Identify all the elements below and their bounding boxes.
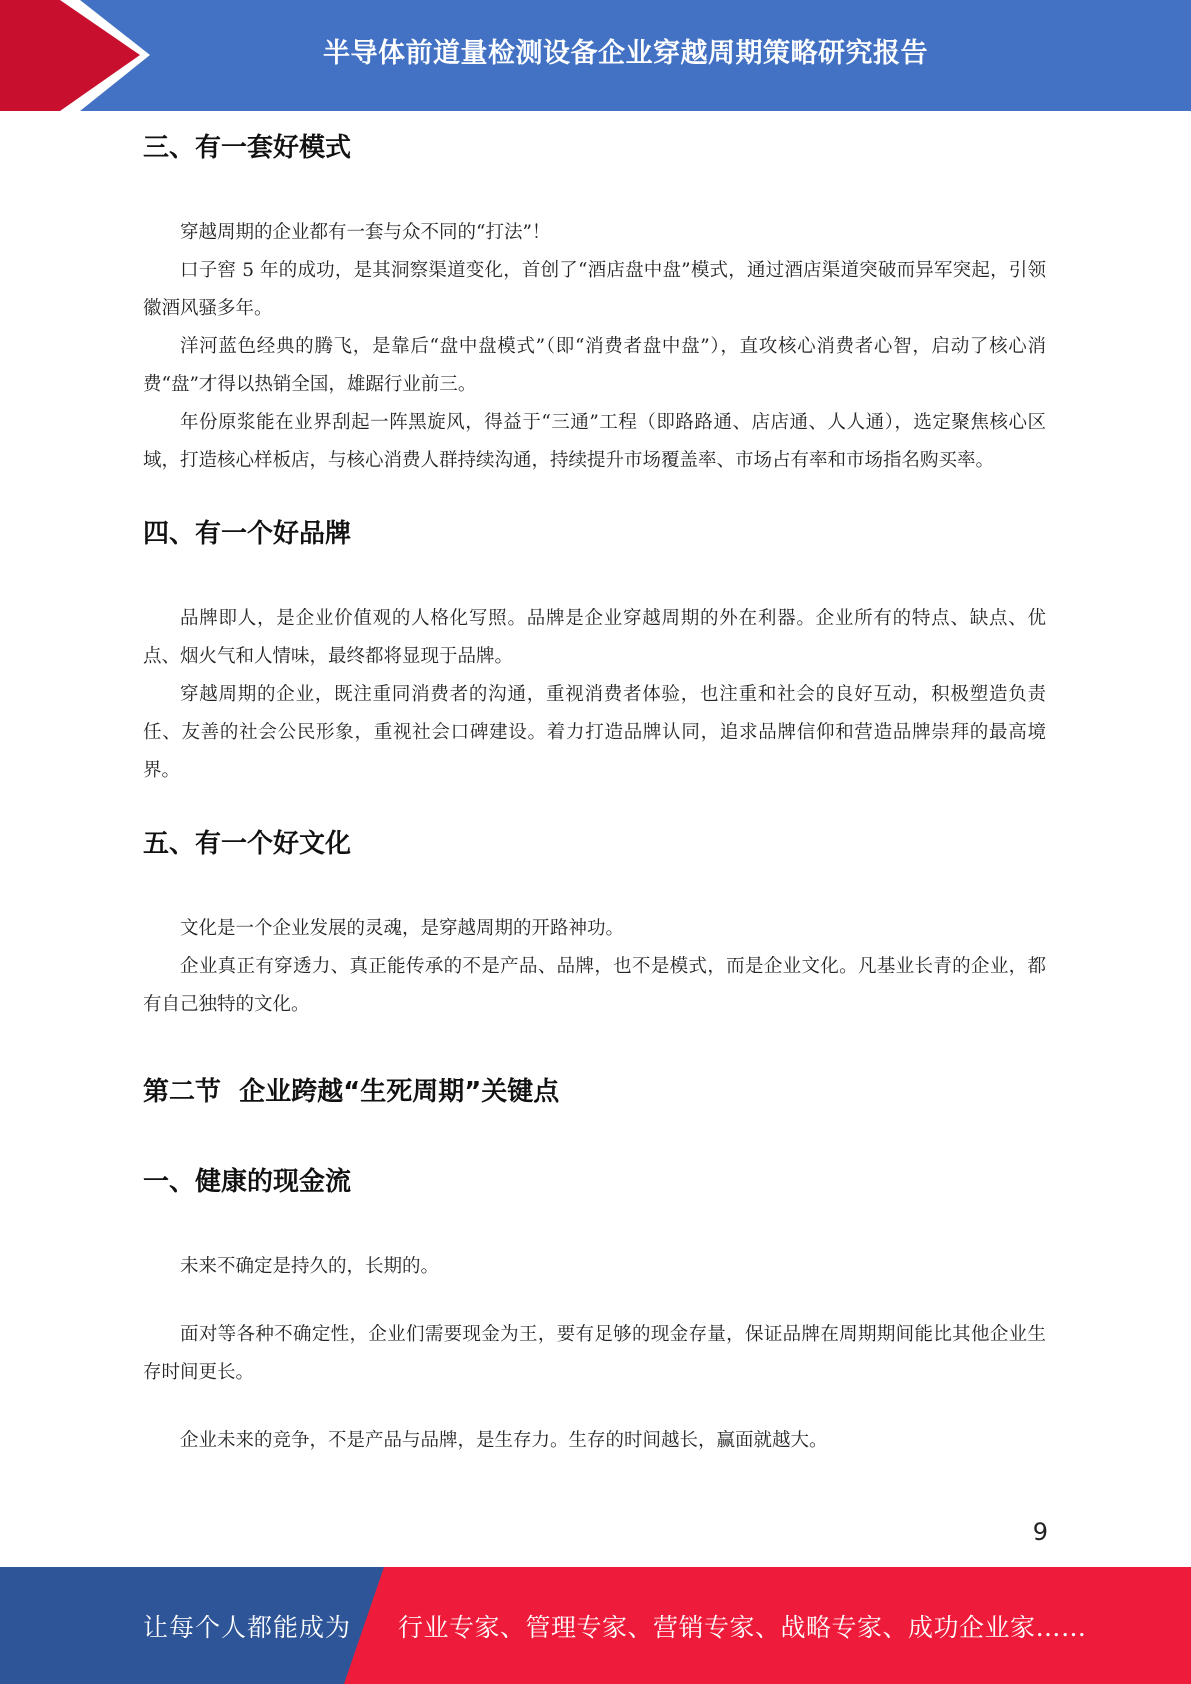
chapter-heading: 第二节 企业跨越“生死周期”关键点: [143, 1077, 560, 1107]
paragraph: 年份原浆能在业界刮起一阵黑旋风，得益于“三通”工程（即路路通、店店通、人人通），选定聚焦核心区域，打造核心样板店，与核心消费人群持续沟通，持续提升市场覆盖率、市场占有率和市场指名购买率。: [143, 412, 1046, 471]
paragraph: 洋河蓝色经典的腾飞，是靠后“盘中盘模式”（即“消费者盘中盘”），直攻核心消费者心智，启动了核心消费“盘”才得以热销全国，雄踞行业前三。: [143, 336, 1046, 395]
section-heading-brand: 四、有一个好品牌: [143, 519, 352, 549]
paragraph: 穿越周期的企业都有一套与众不同的“打法”！: [180, 222, 551, 243]
paragraph: 企业未来的竞争，不是产品与品牌，是生存力。生存的时间越长，赢面就越大。: [180, 1430, 828, 1451]
section-heading-model: 三、有一套好模式: [143, 133, 352, 163]
section-heading-cashflow: 一、健康的现金流: [143, 1167, 352, 1197]
paragraph: 面对等各种不确定性，企业们需要现金为王，要有足够的现金存量，保证品牌在周期期间能比其他企业生存时间更长。: [143, 1324, 1046, 1383]
page-number: 9: [1032, 1518, 1048, 1546]
paragraph: 穿越周期的企业，既注重同消费者的沟通，重视消费者体验，也注重和社会的良好互动，积极塑造负责任、友善的社会公民形象，重视社会口碑建设。着力打造品牌认同，追求品牌信仰和营造品牌崇拜的最高境界。: [143, 684, 1046, 781]
paragraph: 品牌即人，是企业价值观的人格化写照。品牌是企业穿越周期的外在利器。企业所有的特点、缺点、优点、烟火气和人情味，最终都将显现于品牌。: [143, 608, 1046, 667]
page-header: [0, 0, 1191, 111]
paragraph: 口子窖 5 年的成功，是其洞察渠道变化，首创了“酒店盘中盘”模式，通过酒店渠道突破而异军突起，引领徽酒风骚多年。: [143, 260, 1046, 319]
footer-slogan-left: 让每个人都能成为: [143, 1612, 352, 1642]
report-title: 半导体前道量检测设备企业穿越周期策略研究报告: [323, 37, 928, 69]
paragraph: 未来不确定是持久的，长期的。: [180, 1256, 440, 1277]
paragraph: 企业真正有穿透力、真正能传承的不是产品、品牌，也不是模式，而是企业文化。凡基业长青的企业，都有自己独特的文化。: [143, 956, 1046, 1015]
footer-slogan-right: 行业专家、管理专家、营销专家、战略专家、成功企业家……: [398, 1612, 1087, 1642]
paragraph: 文化是一个企业发展的灵魂，是穿越周期的开路神功。: [180, 918, 625, 939]
section-heading-culture: 五、有一个好文化: [143, 829, 352, 859]
page-footer: [0, 1567, 1191, 1684]
page-content: [143, 130, 1046, 1460]
